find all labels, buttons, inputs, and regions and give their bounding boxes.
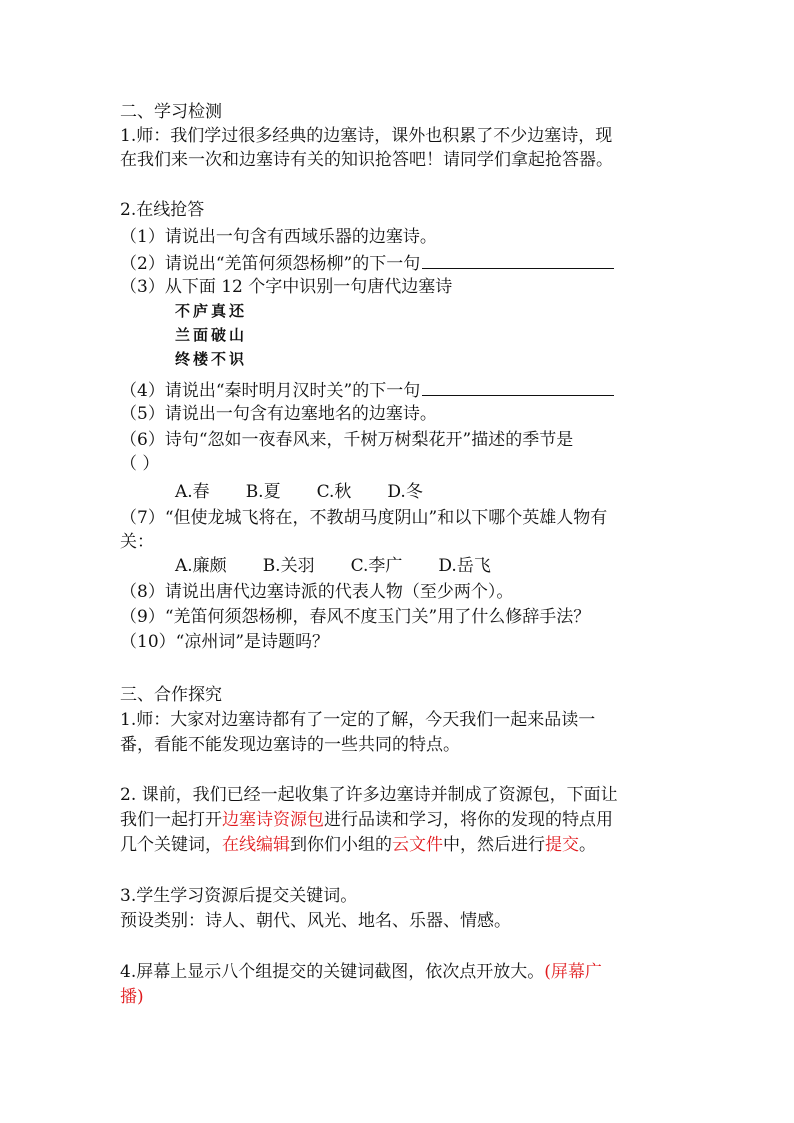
text-run: 几个关键词，	[120, 835, 222, 855]
question-7-line1: （7）“但使龙城飞将在，不教胡马度阴山”和以下哪个英雄人物有	[120, 508, 608, 528]
question-8: （8）请说出唐代边塞诗派的代表人物（至少两个）。	[120, 582, 514, 602]
section3-p1-line2: 番，看能不能发现边塞诗的一些共同的特点。	[120, 735, 460, 755]
cloud-file-highlight: 云文件	[392, 835, 443, 855]
answer-blank-2	[422, 250, 614, 269]
section3-heading: 三、合作探究	[120, 685, 222, 705]
submit-highlight: 提交	[545, 835, 579, 855]
answer-blank-4	[422, 377, 614, 396]
screen-broadcast-highlight: (屏幕广	[544, 962, 602, 982]
option-c: C.秋	[316, 482, 352, 502]
question-9: （9）“羌笛何须怨杨柳，春风不度玉门关”用了什么修辞手法？	[120, 607, 591, 627]
section2-p1-line1: 1.师：我们学过很多经典的边塞诗，课外也积累了不少边塞诗，现	[120, 126, 613, 146]
question-1: （1）请说出一句含有西域乐器的边塞诗。	[120, 227, 437, 247]
question-2	[120, 250, 614, 276]
section3-p2-line2	[120, 808, 613, 832]
question-3: （3）从下面 12 个字中识别一句唐代边塞诗	[120, 277, 453, 297]
option-d: D.岳飞	[438, 556, 491, 576]
section3-p3-line2: 预设类别：诗人、朝代、风光、地名、乐器、情感。	[120, 911, 511, 931]
question-7-line2: 关：	[120, 532, 154, 552]
option-b: B.关羽	[262, 556, 315, 576]
char-grid-row-2: 兰面破山	[175, 326, 248, 344]
option-d: D.冬	[387, 482, 423, 502]
char-grid-row-3: 终楼不识	[175, 350, 248, 368]
text-run: 到你们小组的	[290, 835, 392, 855]
text-run: 中，然后进行	[443, 835, 545, 855]
online-quiz-title: 2.在线抢答	[120, 200, 205, 220]
question-6-line2: （ ）	[120, 454, 160, 474]
resource-pack-highlight: 边塞诗资源包	[222, 810, 324, 830]
question-4-text: （4）请说出“秦时明月汉时关”的下一句	[120, 381, 421, 401]
question-10: （10）“凉州词”是诗题吗？	[120, 632, 330, 652]
question-2-text: （2）请说出“羌笛何须怨杨柳”的下一句	[120, 254, 421, 274]
text-run: 4.屏幕上显示八个组提交的关键词截图，依次点开放大。	[120, 962, 545, 982]
question-4	[120, 377, 614, 403]
char-grid-row-1: 不庐真还	[175, 302, 248, 320]
question-5: （5）请说出一句含有边塞地名的边塞诗。	[120, 404, 437, 424]
option-b: B.夏	[245, 482, 281, 502]
section2-p1-line2: 在我们来一次和边塞诗有关的知识抢答吧！请同学们拿起抢答器。	[120, 150, 613, 170]
section3-p2-line1: 2. 课前，我们已经一起收集了许多边塞诗并制成了资源包，下面让	[120, 785, 618, 805]
text-run: 进行品读和学习，将你的发现的特点用	[324, 810, 613, 830]
section3-p4-line1	[120, 960, 602, 984]
option-c: C.李广	[350, 556, 403, 576]
section3-p3-line1: 3.学生学习资源后提交关键词。	[120, 886, 358, 906]
section2-heading: 二、学习检测	[120, 102, 222, 122]
section3-p1-line1: 1.师：大家对边塞诗都有了一定的了解，今天我们一起来品读一	[120, 710, 596, 730]
option-a: A.廉颇	[175, 556, 227, 576]
text-run: 我们一起打开	[120, 810, 222, 830]
text-run: 。	[579, 835, 596, 855]
section3-p2-line3	[120, 833, 596, 857]
section3-p4-line2: 播)	[120, 987, 144, 1007]
option-a: A.春	[175, 482, 210, 502]
question-6-options	[175, 480, 423, 504]
question-6-line1: （6）诗句“忽如一夜春风来，千树万树梨花开”描述的季节是	[120, 430, 574, 450]
online-edit-highlight: 在线编辑	[222, 835, 290, 855]
question-7-options	[175, 554, 491, 578]
